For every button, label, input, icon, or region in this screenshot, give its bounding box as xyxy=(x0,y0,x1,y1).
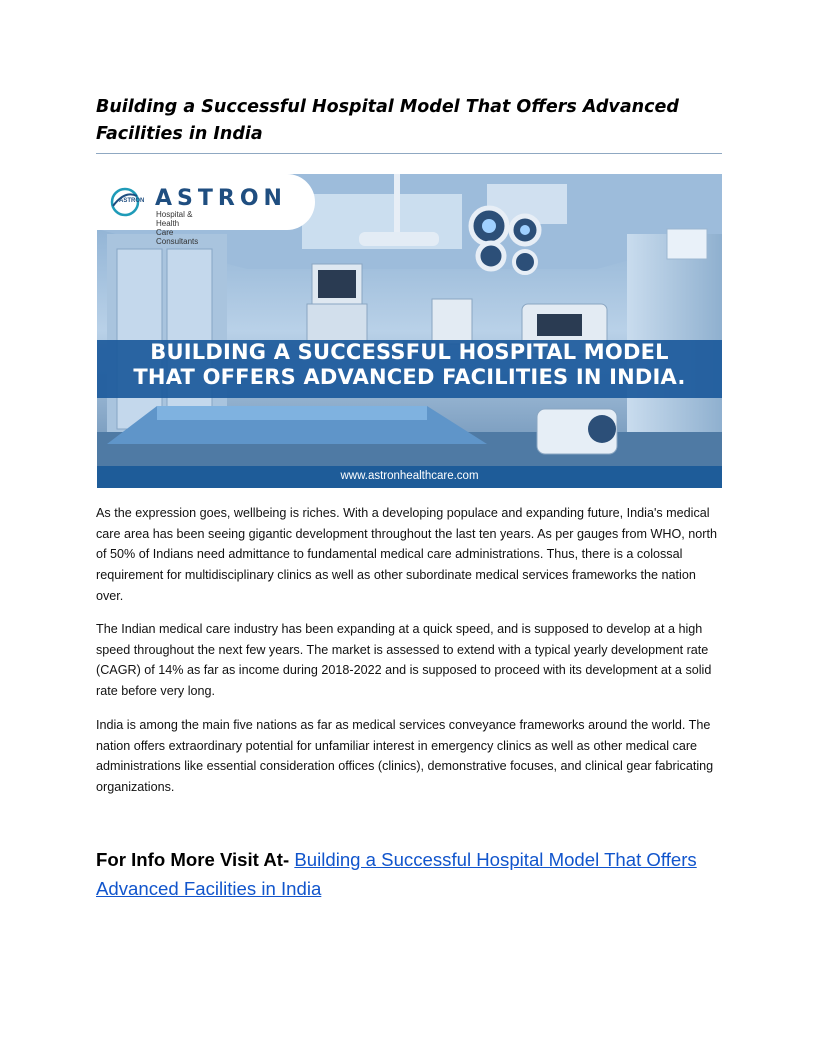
article-link[interactable]: Building a Successful Hospital Model That Offers Advanced Facilities in India xyxy=(96,849,697,899)
banner-headline xyxy=(97,340,722,390)
logo-tagline: Hospital & Health Care Consultants xyxy=(156,210,199,246)
banner-line-2: THAT OFFERS ADVANCED FACILITIES IN INDIA. xyxy=(133,365,686,389)
page-title: Building a Successful Hospital Model That Offers Advanced Facilities in India xyxy=(96,97,679,144)
more-info-label: For Info More Visit At- xyxy=(96,849,290,870)
paragraph-1: As the expression goes, wellbeing is riches. With a developing populace and expanding future, India's medical care area has been seeing gigantic development throughout the last ten years. As per gauges from WHO, north of 50% of Indians need admittance to fundamental medical care administrations. Thus, there is a colossal requirement for multidisciplinary clinics as well as other subordinate medical services frameworks the nation over. xyxy=(96,506,717,603)
logo-mark-icon: ASTRON xyxy=(119,198,145,204)
banner-website-url: www.astronhealthcare.com xyxy=(340,470,479,482)
logo-name: ASTRON xyxy=(155,186,287,211)
hero-banner-image xyxy=(97,174,722,488)
paragraph-2: The Indian medical care industry has been expanding at a quick speed, and is supposed to develop at a high speed throughout the next few years. The market is assessed to extend with a typical yearly development rate (CAGR) of 14% as far as income during 2018-2022 and is supposed to proceed with its development at a solid rate before very long. xyxy=(96,622,712,699)
more-info-line xyxy=(96,845,736,903)
title-divider xyxy=(96,153,722,154)
banner-line-1: BUILDING A SUCCESSFUL HOSPITAL MODEL xyxy=(150,340,669,364)
paragraph-3: India is among the main five nations as far as medical services conveyance frameworks around the world. The nation offers extraordinary potential for unfamiliar interest in emergency clinics as well as other medical care administrations like essential consideration offices (clinics), demonstrative focuses, and clinical gear fabricating organizations. xyxy=(96,718,714,795)
